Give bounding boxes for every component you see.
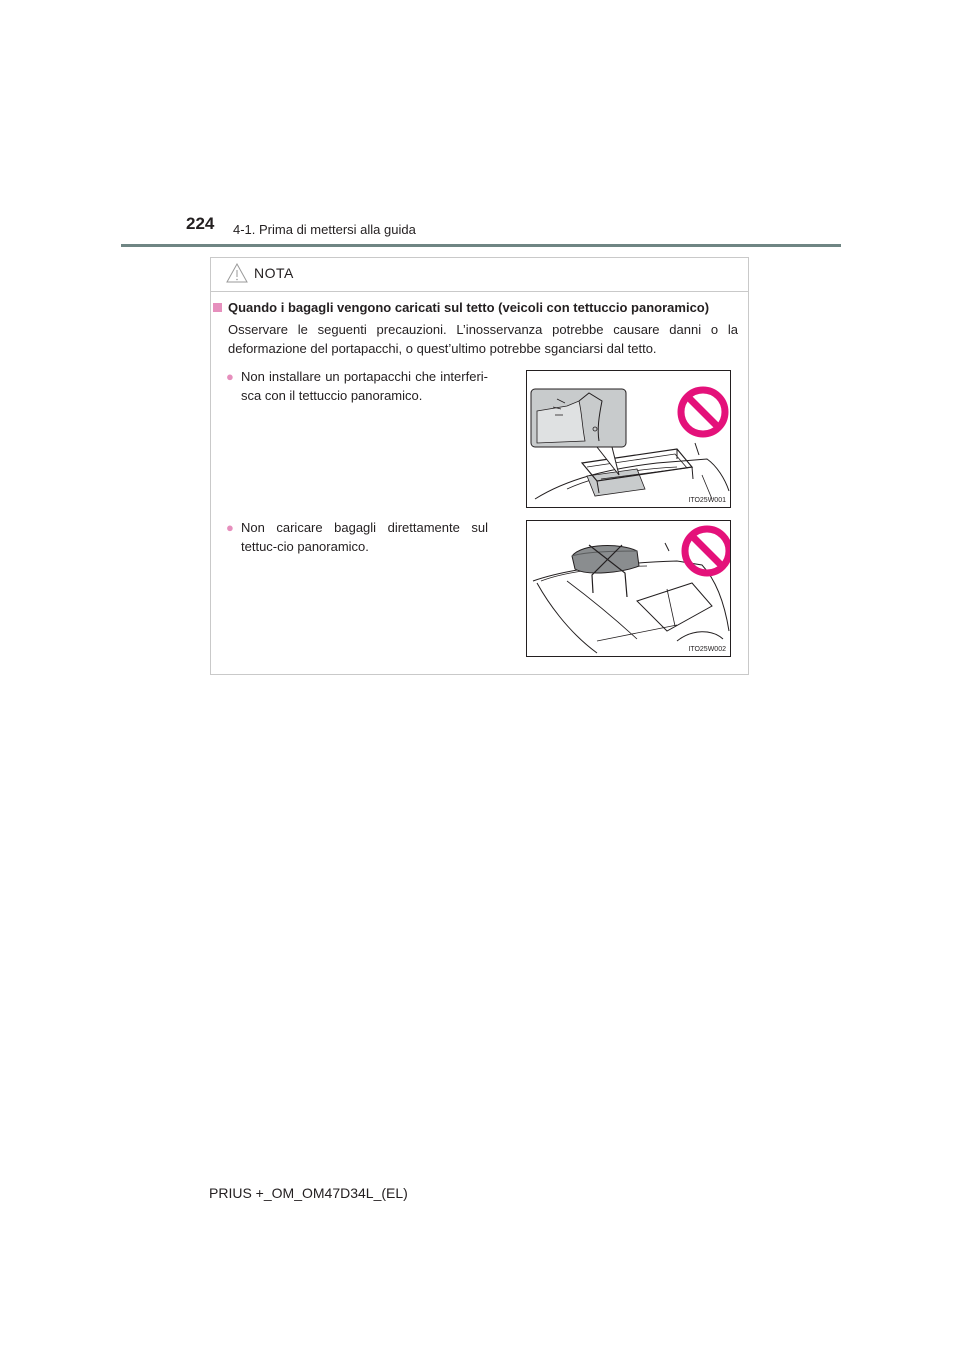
list-item-text: Non installare un portapacchi che interferi-sca con il tettuccio panoramico.: [241, 369, 488, 403]
bullet-dot-icon: ●: [226, 520, 234, 535]
footer-document-code: PRIUS +_OM_OM47D34L_(EL): [209, 1185, 408, 1201]
note-heading-text: Quando i bagagli vengono caricati sul tetto (veicoli con tettuccio panoramico): [228, 300, 710, 315]
list-item: [226, 367, 488, 405]
illustration-roof-rack: [526, 370, 731, 508]
warning-triangle-icon: [226, 263, 248, 283]
note-heading: [213, 300, 743, 315]
square-bullet-icon: [213, 303, 222, 312]
page-number: 224: [186, 214, 215, 233]
list-item: [226, 518, 488, 556]
roof-rack-drawing: [527, 371, 730, 507]
section-title: 4-1. Prima di mettersi alla guida: [233, 222, 416, 237]
note-divider: [211, 291, 748, 292]
note-body: Osservare le seguenti precauzioni. L’inosservanza potrebbe causare danni o la deformazione del portapacchi, o quest’ultimo potrebbe sganciarsi dal tetto.: [228, 322, 738, 356]
bullet-dot-icon: ●: [226, 369, 234, 384]
header-rule: [121, 244, 841, 247]
illustration-code: ITO25W002: [688, 646, 726, 653]
illustration-roof-luggage: [526, 520, 731, 657]
roof-luggage-drawing: [527, 521, 730, 656]
note-header: [226, 260, 294, 286]
list-item-text: Non caricare bagagli direttamente sul tettuc-cio panoramico.: [241, 520, 488, 554]
illustration-code: ITO25W001: [688, 497, 726, 504]
note-title: NOTA: [254, 265, 294, 281]
